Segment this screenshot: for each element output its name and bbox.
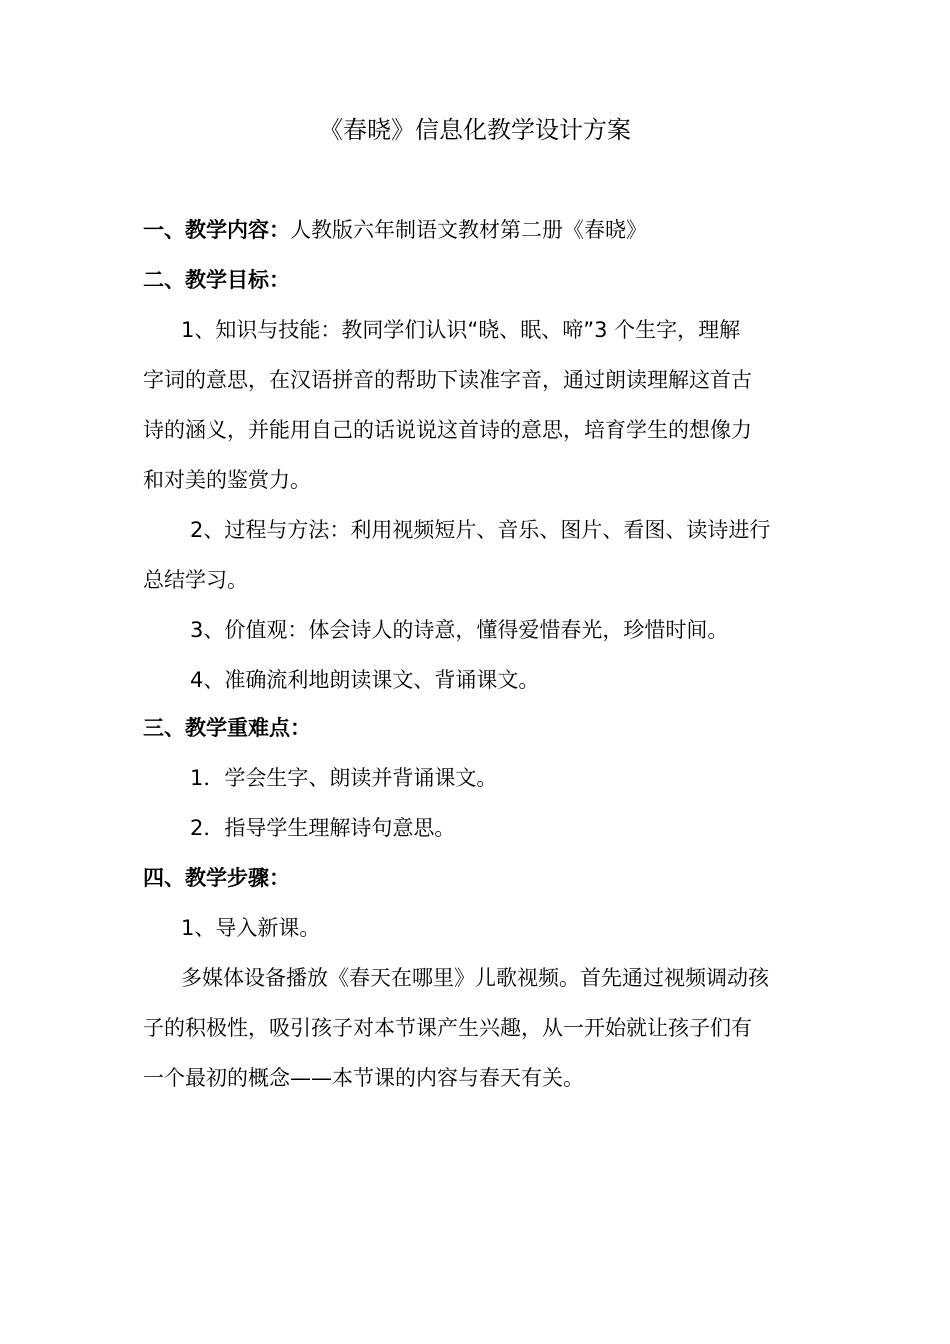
goal-3: 3、价值观：体会诗人的诗意，懂得爱惜春光，珍惜时间。	[190, 618, 729, 642]
step-1-para-line-3: 一个最初的概念——本节课的内容与春天有关。	[143, 1066, 584, 1090]
goal-1-line-2: 字词的意思，在汉语拼音的帮助下读准字音，通过朗读理解这首古	[143, 368, 752, 392]
document-title: 《春晓》信息化教学设计方案	[319, 116, 631, 144]
section-heading-steps: 四、教学步骤：	[143, 866, 290, 890]
goal-2-line-2: 总结学习。	[143, 568, 248, 592]
section-heading-key-points: 三、教学重难点：	[143, 716, 311, 740]
goal-2-line-1: 2、过程与方法：利用视频短片、音乐、图片、看图、读诗进行	[190, 518, 771, 542]
goal-1-line-4: 和对美的鉴赏力。	[143, 468, 311, 492]
section-heading: 一、教学内容：	[143, 218, 290, 242]
goal-1-line-3: 诗的涵义，并能用自己的话说说这首诗的意思，培育学生的想像力	[143, 418, 752, 442]
section-text: 人教版六年制语文教材第二册《春晓》	[290, 218, 647, 242]
key-point-2: 2．指导学生理解诗句意思。	[190, 816, 456, 840]
step-1-para-line-2: 子的积极性，吸引孩子对本节课产生兴趣，从一开始就让孩子们有	[143, 1016, 752, 1040]
section-heading-goals: 二、教学目标：	[143, 268, 290, 292]
key-point-1: 1．学会生字、朗读并背诵课文。	[190, 766, 498, 790]
step-1: 1、导入新课。	[181, 916, 321, 940]
goal-1-line-1: 1、知识与技能：教同学们认识“晓、眠、啼”3 个生字，理解	[181, 318, 741, 342]
goal-4: 4、准确流利地朗读课文、背诵课文。	[190, 668, 540, 692]
section-teaching-content	[143, 212, 647, 248]
step-1-para-line-1: 多媒体设备播放《春天在哪里》儿歌视频。首先通过视频调动孩	[181, 966, 769, 990]
